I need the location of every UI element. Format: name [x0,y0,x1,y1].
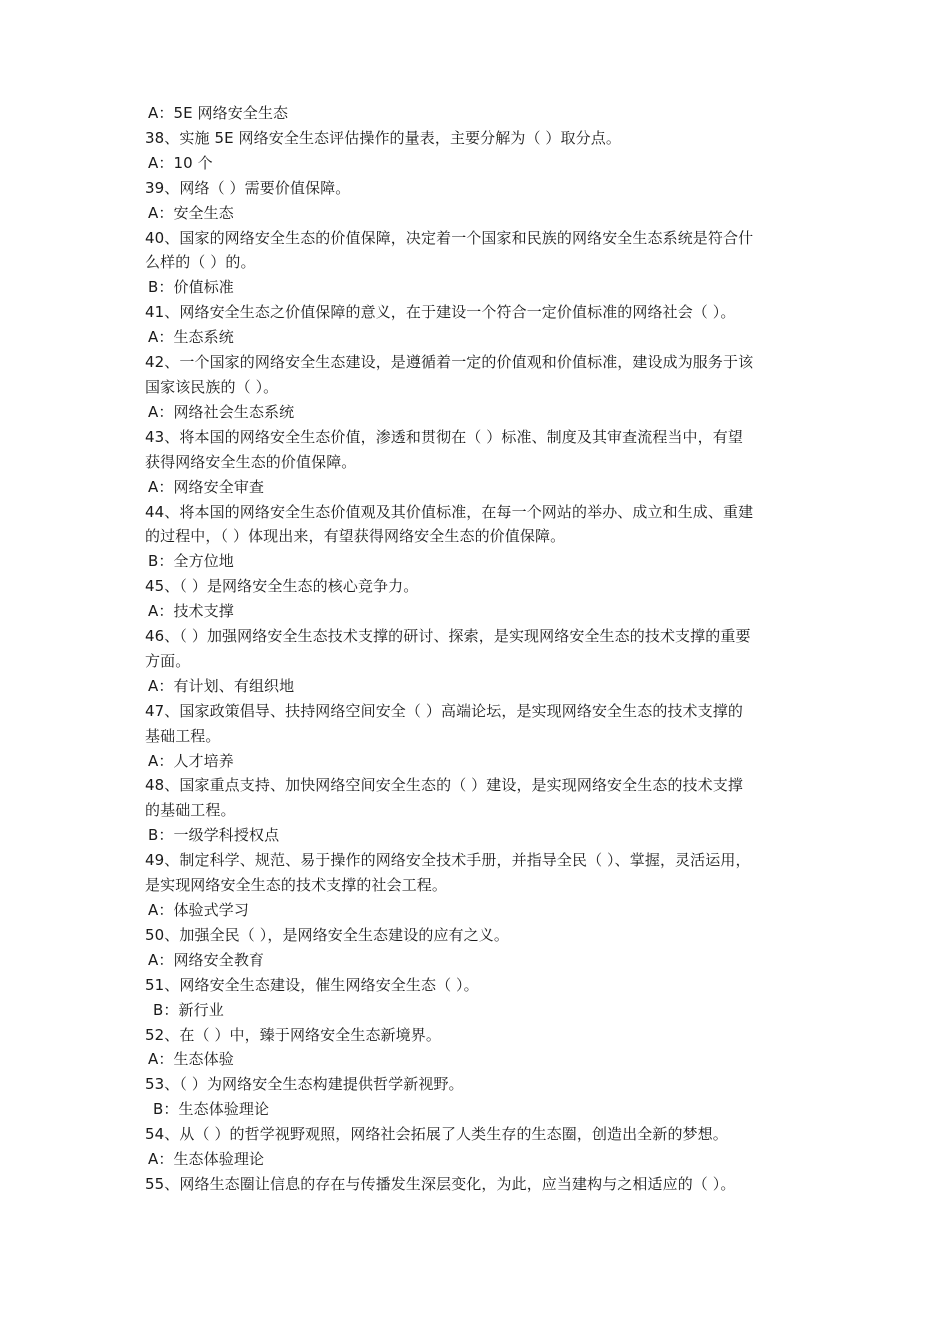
answer-line: B：全方位地 [148,552,234,571]
answer-line: B：价值标准 [148,278,234,297]
question-line: 38、实施 5E 网络安全生态评估操作的量表，主要分解为（ ）取分点。 [145,128,621,147]
answer-line: A：网络安全教育 [148,950,265,969]
question-line: 55、网络生态圈让信息的存在与传播发生深层变化，为此，应当建构与之相适应的（ ）。 [145,1174,736,1193]
question-line: 获得网络安全生态的价值保障。 [145,452,357,471]
question-line: 47、国家政策倡导、扶持网络空间安全（ ）高端论坛，是实现网络安全生态的技术支撑的 [145,701,743,720]
question-line: 45、（ ）是网络安全生态的核心竞争力。 [145,577,419,596]
answer-line: A：技术支撑 [148,602,234,621]
answer-line: A：人才培养 [148,751,234,770]
question-line: 42、一个国家的网络安全生态建设，是遵循着一定的价值观和价值标准，建设成为服务于该 [145,353,754,372]
question-line: 39、网络（ ）需要价值保障。 [145,178,351,197]
question-line: 的基础工程。 [145,801,236,820]
question-line: 国家该民族的（ ）。 [145,377,279,396]
question-line: 49、制定科学、规范、易于操作的网络安全技术手册，并指导全民（ ）、掌握，灵活运用， [145,851,751,870]
question-line: 基础工程。 [145,726,221,745]
answer-line: A：生态体验 [148,1050,234,1069]
answer-line: A：5E 网络安全生态 [148,104,289,122]
question-list [145,101,825,1197]
question-line: 么样的（ ）的。 [145,253,256,272]
question-line: 52、在（ ）中，臻于网络安全生态新境界。 [145,1025,441,1044]
question-line: 44、将本国的网络安全生态价值观及其价值标准，在每一个网站的举办、成立和生成、重建 [145,502,754,521]
answer-line: A：生态体验理论 [148,1150,265,1169]
question-line: 51、网络安全生态建设，催生网络安全生态（ ）。 [145,975,479,994]
question-line: 53、（ ）为网络安全生态构建提供哲学新视野。 [145,1075,464,1094]
question-line: 43、将本国的网络安全生态价值，渗透和贯彻在（ ）标准、制度及其审查流程当中，有望 [145,427,743,446]
question-line: 40、国家的网络安全生态的价值保障，决定着一个国家和民族的网络安全生态系统是符合什 [145,228,754,247]
question-line: 是实现网络安全生态的技术支撑的社会工程。 [145,876,448,895]
answer-line: A：安全生态 [148,203,234,222]
answer-line: A：体验式学习 [148,901,249,919]
answer-line: A：网络安全审查 [148,477,265,496]
question-line: 的过程中，（ ）体现出来，有望获得网络安全生态的价值保障。 [145,527,566,546]
question-line: 41、网络安全生态之价值保障的意义，在于建设一个符合一定价值标准的网络社会（ ）。 [145,303,736,322]
question-line: 50、加强全民（ ），是网络安全生态建设的应有之义。 [145,925,509,944]
answer-line: B：新行业 [153,1000,224,1019]
answer-line: A：有计划、有组织地 [148,676,295,695]
answer-line: A：网络社会生态系统 [148,402,295,421]
answer-line: A：10 个 [148,153,213,172]
answer-line: A：生态系统 [148,328,234,347]
question-line: 46、（ ）加强网络安全生态技术支撑的研讨、探索，是实现网络安全生态的技术支撑的重要 [145,627,751,646]
answer-line: B：生态体验理论 [153,1100,270,1119]
question-line: 方面。 [145,651,191,670]
question-line: 54、从（ ）的哲学视野观照，网络社会拓展了人类生存的生态圈，创造出全新的梦想。 [145,1125,728,1144]
answer-line: B：一级学科授权点 [148,826,280,845]
question-line: 48、国家重点支持、加快网络空间安全生态的（ ）建设，是实现网络安全生态的技术支撑 [145,776,743,795]
